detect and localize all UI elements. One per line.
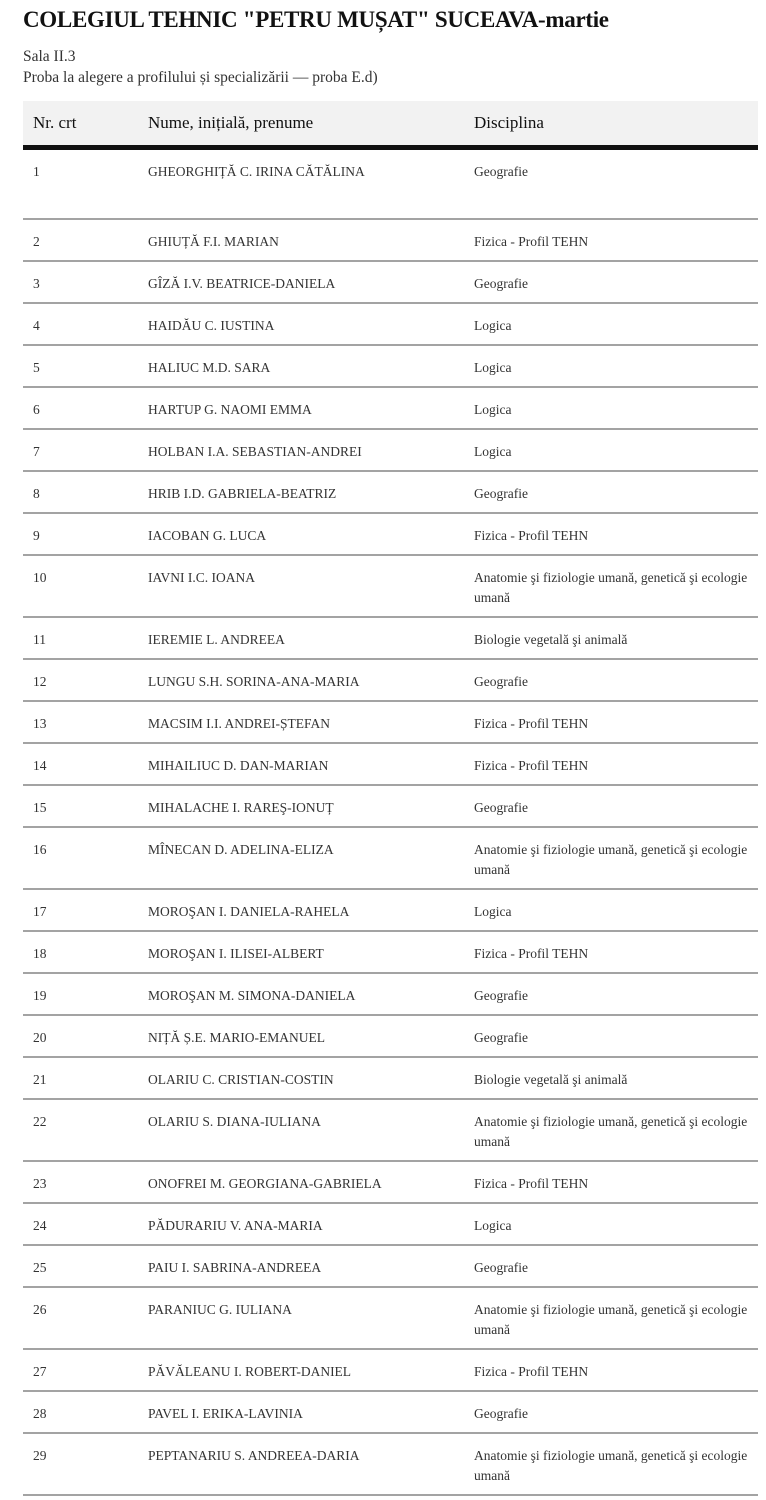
cell-nr: 8 — [23, 471, 138, 513]
cell-discipline: Geografie — [464, 659, 758, 701]
cell-nr: 14 — [23, 743, 138, 785]
table-row — [23, 429, 758, 471]
cell-nr: 9 — [23, 513, 138, 555]
cell-discipline: Geografie — [464, 261, 758, 303]
room-label: Sala II.3 — [23, 48, 76, 65]
cell-name: ONOFREI M. GEORGIANA-GABRIELA — [138, 1161, 464, 1203]
cell-name: PĂDURARIU V. ANA-MARIA — [138, 1203, 464, 1245]
cell-discipline: Anatomie şi fiziologie umană, genetică şi ecologie umană — [464, 1099, 758, 1161]
table-row — [23, 1161, 758, 1203]
table-row — [23, 889, 758, 931]
cell-discipline: Fizica - Profil TEHN — [464, 743, 758, 785]
cell-name: PAIU I. SABRINA-ANDREEA — [138, 1245, 464, 1287]
table-row — [23, 659, 758, 701]
cell-discipline: Logica — [464, 303, 758, 345]
cell-name: MACSIM I.I. ANDREI-ȘTEFAN — [138, 701, 464, 743]
cell-name: HAIDĂU C. IUSTINA — [138, 303, 464, 345]
cell-nr: 16 — [23, 827, 138, 889]
cell-name: PĂVĂLEANU I. ROBERT-DANIEL — [138, 1349, 464, 1391]
table-row — [23, 1349, 758, 1391]
cell-name: MOROŞAN I. DANIELA-RAHELA — [138, 889, 464, 931]
table-row — [23, 345, 758, 387]
cell-discipline: Fizica - Profil TEHN — [464, 513, 758, 555]
cell-nr: 7 — [23, 429, 138, 471]
cell-name: OLARIU C. CRISTIAN-COSTIN — [138, 1057, 464, 1099]
table-row — [23, 827, 758, 889]
cell-discipline: Geografie — [464, 1391, 758, 1433]
cell-nr: 22 — [23, 1099, 138, 1161]
cell-name: HOLBAN I.A. SEBASTIAN-ANDREI — [138, 429, 464, 471]
cell-discipline: Logica — [464, 345, 758, 387]
cell-name: NIȚĂ Ș.E. MARIO-EMANUEL — [138, 1015, 464, 1057]
cell-name: HARTUP G. NAOMI EMMA — [138, 387, 464, 429]
table-header-row — [23, 101, 758, 148]
column-header-nr: Nr. crt — [23, 101, 138, 148]
cell-nr: 27 — [23, 1349, 138, 1391]
table-row — [23, 303, 758, 345]
cell-nr: 5 — [23, 345, 138, 387]
cell-nr: 20 — [23, 1015, 138, 1057]
cell-nr: 1 — [23, 148, 138, 220]
cell-name: MIHAILIUC D. DAN-MARIAN — [138, 743, 464, 785]
cell-discipline: Anatomie şi fiziologie umană, genetică şi ecologie umană — [464, 1433, 758, 1495]
table-row — [23, 1433, 758, 1495]
cell-name: GÎZĂ I.V. BEATRICE-DANIELA — [138, 261, 464, 303]
column-header-name: Nume, inițială, prenume — [138, 101, 464, 148]
cell-nr: 17 — [23, 889, 138, 931]
table-row — [23, 701, 758, 743]
table-row — [23, 1391, 758, 1433]
cell-name: IEREMIE L. ANDREEA — [138, 617, 464, 659]
table-row — [23, 148, 758, 220]
cell-discipline: Geografie — [464, 148, 758, 220]
table-row — [23, 471, 758, 513]
cell-discipline: Biologie vegetală şi animală — [464, 1057, 758, 1099]
cell-discipline: Geografie — [464, 1245, 758, 1287]
subtitle-block — [23, 46, 758, 101]
cell-discipline: Fizica - Profil TEHN — [464, 219, 758, 261]
table-row — [23, 387, 758, 429]
cell-name: OLARIU S. DIANA-IULIANA — [138, 1099, 464, 1161]
cell-nr: 18 — [23, 931, 138, 973]
table-row — [23, 261, 758, 303]
cell-discipline: Logica — [464, 889, 758, 931]
table-header — [23, 101, 758, 148]
cell-discipline: Anatomie şi fiziologie umană, genetică şi ecologie umană — [464, 555, 758, 617]
table-row — [23, 555, 758, 617]
table-row — [23, 743, 758, 785]
page-title: COLEGIUL TEHNIC "PETRU MUȘAT" SUCEAVA-martie — [23, 7, 609, 32]
cell-discipline: Logica — [464, 429, 758, 471]
cell-name: IACOBAN G. LUCA — [138, 513, 464, 555]
cell-name: MOROŞAN M. SIMONA-DANIELA — [138, 973, 464, 1015]
cell-discipline: Geografie — [464, 471, 758, 513]
column-header-discipline: Disciplina — [464, 101, 758, 148]
cell-name: GHIUȚĂ F.I. MARIAN — [138, 219, 464, 261]
cell-nr: 29 — [23, 1433, 138, 1495]
table-row — [23, 219, 758, 261]
table-row — [23, 1287, 758, 1349]
cell-nr: 28 — [23, 1391, 138, 1433]
cell-discipline: Geografie — [464, 785, 758, 827]
cell-discipline: Fizica - Profil TEHN — [464, 931, 758, 973]
cell-nr: 25 — [23, 1245, 138, 1287]
cell-nr: 26 — [23, 1287, 138, 1349]
cell-nr: 2 — [23, 219, 138, 261]
table-body — [23, 148, 758, 1496]
cell-name: MOROŞAN I. ILISEI-ALBERT — [138, 931, 464, 973]
cell-name: IAVNI I.C. IOANA — [138, 555, 464, 617]
cell-nr: 6 — [23, 387, 138, 429]
cell-discipline: Anatomie şi fiziologie umană, genetică şi ecologie umană — [464, 827, 758, 889]
cell-name: PEPTANARIU S. ANDREEA-DARIA — [138, 1433, 464, 1495]
cell-nr: 23 — [23, 1161, 138, 1203]
cell-nr: 3 — [23, 261, 138, 303]
cell-discipline: Fizica - Profil TEHN — [464, 701, 758, 743]
cell-nr: 11 — [23, 617, 138, 659]
cell-discipline: Geografie — [464, 973, 758, 1015]
exam-label: Proba la alegere a profilului și specializării — proba E.d) — [23, 69, 378, 86]
cell-name: PARANIUC G. IULIANA — [138, 1287, 464, 1349]
cell-nr: 19 — [23, 973, 138, 1015]
cell-nr: 10 — [23, 555, 138, 617]
table-row — [23, 1099, 758, 1161]
cell-nr: 24 — [23, 1203, 138, 1245]
table-row — [23, 1057, 758, 1099]
table-row — [23, 617, 758, 659]
cell-nr: 15 — [23, 785, 138, 827]
page — [23, 0, 758, 1496]
cell-name: MÎNECAN D. ADELINA-ELIZA — [138, 827, 464, 889]
table-row — [23, 973, 758, 1015]
cell-nr: 12 — [23, 659, 138, 701]
cell-name: GHEORGHIȚĂ C. IRINA CĂTĂLINA — [138, 148, 464, 220]
table-row — [23, 1015, 758, 1057]
table-row — [23, 1245, 758, 1287]
cell-nr: 13 — [23, 701, 138, 743]
cell-discipline: Anatomie şi fiziologie umană, genetică şi ecologie umană — [464, 1287, 758, 1349]
table-row — [23, 931, 758, 973]
cell-name: HALIUC M.D. SARA — [138, 345, 464, 387]
cell-name: HRIB I.D. GABRIELA-BEATRIZ — [138, 471, 464, 513]
cell-discipline: Fizica - Profil TEHN — [464, 1349, 758, 1391]
cell-discipline: Logica — [464, 1203, 758, 1245]
cell-discipline: Biologie vegetală şi animală — [464, 617, 758, 659]
table-row — [23, 785, 758, 827]
cell-discipline: Geografie — [464, 1015, 758, 1057]
table-row — [23, 513, 758, 555]
cell-name: LUNGU S.H. SORINA-ANA-MARIA — [138, 659, 464, 701]
cell-discipline: Fizica - Profil TEHN — [464, 1161, 758, 1203]
cell-discipline: Logica — [464, 387, 758, 429]
cell-name: MIHALACHE I. RAREŞ-IONUȚ — [138, 785, 464, 827]
cell-name: PAVEL I. ERIKA-LAVINIA — [138, 1391, 464, 1433]
cell-nr: 4 — [23, 303, 138, 345]
candidates-table — [23, 101, 758, 1496]
cell-nr: 21 — [23, 1057, 138, 1099]
table-row — [23, 1203, 758, 1245]
